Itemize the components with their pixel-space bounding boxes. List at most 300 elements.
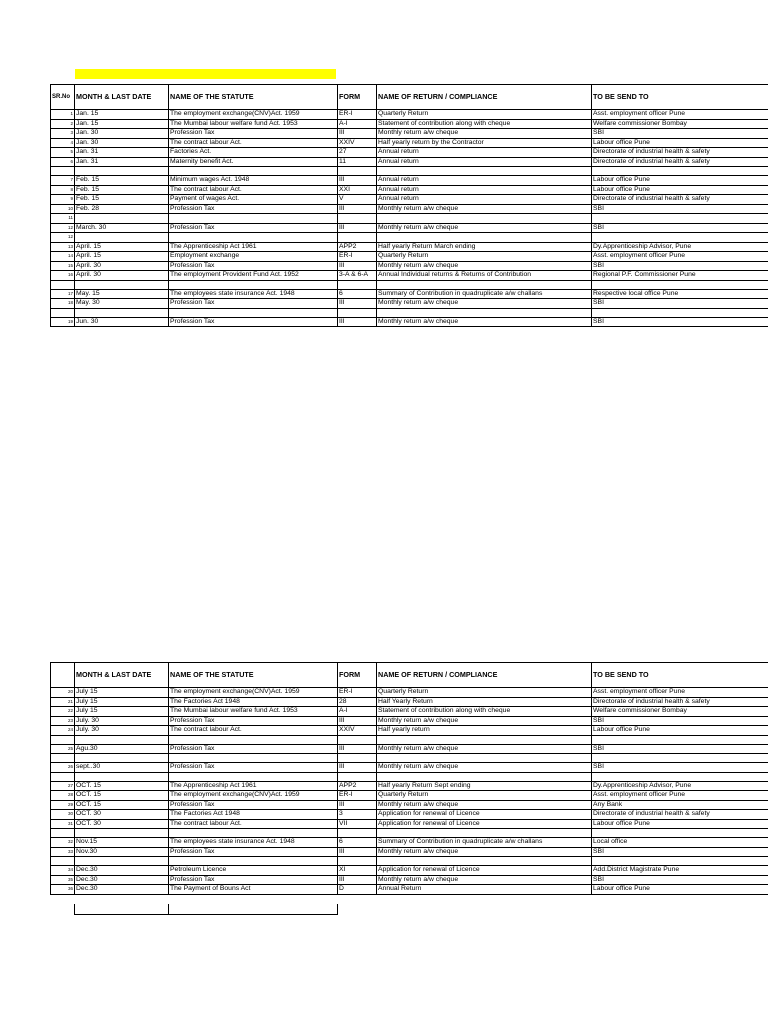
empty-cell: [377, 754, 592, 763]
send-to-cell: SBI: [592, 129, 768, 139]
sr-no-cell: 16: [51, 271, 75, 281]
header-form: FORM: [338, 85, 377, 110]
month-cell: Jan. 31: [75, 148, 169, 158]
empty-cell: [592, 829, 768, 838]
table-row: [51, 185, 768, 195]
statute-cell: Profession Tax: [169, 299, 338, 309]
empty-cell: [377, 857, 592, 866]
return-cell: Monthly return a/w cheque: [377, 204, 592, 214]
form-cell: 28: [338, 697, 377, 707]
return-cell: Annual return: [377, 195, 592, 205]
month-cell: May. 15: [75, 289, 169, 299]
send-to-cell: Asst. employment officer Pune: [592, 688, 768, 698]
month-cell: Nov.15: [75, 838, 169, 848]
form-cell: III: [338, 800, 377, 810]
statute-cell: Profession Tax: [169, 716, 338, 726]
send-to-cell: Add.District Magistrate Pune: [592, 866, 768, 876]
return-cell: Application for renewal of Licence: [377, 866, 592, 876]
form-cell: D: [338, 885, 377, 895]
statute-cell: The employment exchange(CNV)Act. 1959: [169, 110, 338, 120]
return-cell: Monthly return a/w cheque: [377, 261, 592, 271]
month-cell: OCT. 30: [75, 810, 169, 820]
statute-cell: The contract labour Act.: [169, 185, 338, 195]
empty-cell: [75, 167, 169, 176]
send-to-cell: Labour office Pune: [592, 726, 768, 736]
month-cell: OCT. 30: [75, 819, 169, 829]
empty-cell: [169, 857, 338, 866]
return-cell: Half yearly return by the Contractor: [377, 138, 592, 148]
table-row: [51, 299, 768, 309]
statute-cell: The Apprenticeship Act 1961: [169, 781, 338, 791]
empty-cell: [51, 829, 75, 838]
send-to-cell: Welfare commissioner Bombay: [592, 119, 768, 129]
return-cell: Monthly return a/w cheque: [377, 875, 592, 885]
month-cell: OCT. 15: [75, 800, 169, 810]
sr-no-cell: 7: [51, 176, 75, 186]
month-cell: Jan. 31: [75, 157, 169, 167]
sr-no-cell: 31: [51, 819, 75, 829]
sr-no-cell: 9: [51, 195, 75, 205]
header-month: MONTH & LAST DATE: [75, 85, 169, 110]
statute-cell: Profession Tax: [169, 847, 338, 857]
month-cell: [75, 214, 169, 224]
table-row: [51, 129, 768, 139]
send-to-cell: Directorate of industrial health & safety: [592, 148, 768, 158]
month-cell: [75, 233, 169, 243]
month-cell: Feb. 15: [75, 195, 169, 205]
month-cell: Jan. 30: [75, 129, 169, 139]
table-row: [51, 317, 768, 327]
empty-cell: [169, 754, 338, 763]
statute-cell: The employees state insurance Act. 1948: [169, 838, 338, 848]
month-cell: Agu.30: [75, 744, 169, 754]
sr-no-cell: 14: [51, 252, 75, 262]
table-row: [51, 781, 768, 791]
table-row: [51, 866, 768, 876]
empty-cell: [51, 280, 75, 289]
table-row: [51, 157, 768, 167]
sr-no-cell: 33: [51, 847, 75, 857]
empty-cell: [75, 308, 169, 317]
sr-no-cell: 25: [51, 744, 75, 754]
statute-cell: The Factories Act 1948: [169, 810, 338, 820]
form-cell: III: [338, 176, 377, 186]
statute-cell: The Mumbai labour welfare fund Act. 1953: [169, 119, 338, 129]
table-row: [51, 289, 768, 299]
send-to-cell: SBI: [592, 763, 768, 773]
sr-no-cell: 20: [51, 688, 75, 698]
sr-no-cell: 36: [51, 885, 75, 895]
form-cell: III: [338, 763, 377, 773]
table-row: [51, 223, 768, 233]
yellow-highlight-bar: [75, 69, 336, 79]
empty-cell: [169, 308, 338, 317]
statute-cell: Profession Tax: [169, 261, 338, 271]
return-cell: Half Yearly Return: [377, 697, 592, 707]
table-row: [51, 176, 768, 186]
table-row: [51, 791, 768, 801]
send-to-cell: SBI: [592, 223, 768, 233]
return-cell: Quarterly Return: [377, 791, 592, 801]
sr-no-cell: 1: [51, 110, 75, 120]
statute-cell: Profession Tax: [169, 317, 338, 327]
return-cell: Application for renewal of Licence: [377, 819, 592, 829]
return-cell: Statement of contribution along with cheque: [377, 119, 592, 129]
empty-cell: [51, 735, 75, 744]
return-cell: Monthly return a/w cheque: [377, 716, 592, 726]
form-cell: [338, 233, 377, 243]
table-row: [51, 214, 768, 224]
form-cell: 3: [338, 810, 377, 820]
return-cell: Annual Return: [377, 885, 592, 895]
header-return: NAME OF RETURN / COMPLIANCE: [377, 663, 592, 688]
sr-no-cell: 11: [51, 214, 75, 224]
statute-cell: Profession Tax: [169, 744, 338, 754]
month-cell: Feb. 15: [75, 176, 169, 186]
empty-cell: [169, 280, 338, 289]
empty-cell: [377, 772, 592, 781]
form-cell: 6: [338, 289, 377, 299]
send-to-cell: Labour office Pune: [592, 138, 768, 148]
header-form: FORM: [338, 663, 377, 688]
statute-cell: Employment exchange: [169, 252, 338, 262]
sr-no-cell: 4: [51, 138, 75, 148]
header-sr-no-empty: [51, 663, 75, 688]
return-cell: Quarterly Return: [377, 252, 592, 262]
sr-no-cell: 5: [51, 148, 75, 158]
statute-cell: [169, 233, 338, 243]
statute-cell: Profession Tax: [169, 800, 338, 810]
empty-cell: [377, 167, 592, 176]
sr-no-cell: 27: [51, 781, 75, 791]
return-cell: Monthly return a/w cheque: [377, 299, 592, 309]
empty-cell: [75, 772, 169, 781]
form-cell: III: [338, 204, 377, 214]
send-to-cell: Dy.Apprenticeship Advisor, Pune: [592, 781, 768, 791]
return-cell: Monthly return a/w cheque: [377, 847, 592, 857]
statute-cell: The employment exchange(CNV)Act. 1959: [169, 688, 338, 698]
table-row: [51, 847, 768, 857]
month-cell: Dec.30: [75, 875, 169, 885]
statute-cell: Profession Tax: [169, 875, 338, 885]
form-cell: XXIV: [338, 138, 377, 148]
empty-cell: [377, 829, 592, 838]
sr-no-cell: 19: [51, 317, 75, 327]
empty-cell: [592, 735, 768, 744]
month-cell: July. 30: [75, 716, 169, 726]
month-cell: Nov.30: [75, 847, 169, 857]
table-row: [51, 233, 768, 243]
send-to-cell: Labour office Pune: [592, 885, 768, 895]
empty-cell: [169, 772, 338, 781]
sr-no-cell: 10: [51, 204, 75, 214]
header-month: MONTH & LAST DATE: [75, 663, 169, 688]
table-row: [51, 875, 768, 885]
return-cell: Summary of Contribution in quadruplicate a/w challans: [377, 838, 592, 848]
form-cell: 27: [338, 148, 377, 158]
statute-cell: Petroleum Licence: [169, 866, 338, 876]
table-row: [51, 195, 768, 205]
statute-cell: Maternity benefit Act.: [169, 157, 338, 167]
month-cell: OCT. 15: [75, 781, 169, 791]
empty-cell: [592, 308, 768, 317]
month-cell: sept..30: [75, 763, 169, 773]
form-cell: III: [338, 261, 377, 271]
statute-cell: [169, 214, 338, 224]
spacer-row: [51, 167, 768, 176]
return-cell: Monthly return a/w cheque: [377, 744, 592, 754]
form-cell: ER-I: [338, 688, 377, 698]
empty-cell: [51, 857, 75, 866]
empty-cell: [592, 857, 768, 866]
empty-cell: [338, 829, 377, 838]
send-to-cell: SBI: [592, 204, 768, 214]
form-cell: III: [338, 875, 377, 885]
table-row: [51, 119, 768, 129]
table-row: [51, 810, 768, 820]
empty-cell: [338, 308, 377, 317]
form-cell: III: [338, 716, 377, 726]
empty-cell: [51, 308, 75, 317]
month-cell: July 15: [75, 707, 169, 717]
form-cell: III: [338, 299, 377, 309]
send-to-cell: Regional P.F. Commissioner Pune: [592, 271, 768, 281]
table-header-row: [51, 85, 768, 110]
form-cell: VII: [338, 819, 377, 829]
send-to-cell: Directorate of industrial health & safety: [592, 810, 768, 820]
empty-cell: [377, 280, 592, 289]
table-row: [51, 726, 768, 736]
return-cell: Statement of contribution along with cheque: [377, 707, 592, 717]
empty-cell: [338, 280, 377, 289]
spacer-row: [51, 772, 768, 781]
month-cell: Jan. 15: [75, 119, 169, 129]
statute-cell: The contract labour Act.: [169, 726, 338, 736]
return-cell: Annual return: [377, 148, 592, 158]
month-cell: Feb. 28: [75, 204, 169, 214]
spacer-row: [51, 857, 768, 866]
form-cell: APP2: [338, 781, 377, 791]
send-to-cell: Directorate of industrial health & safety: [592, 697, 768, 707]
month-cell: Feb. 15: [75, 185, 169, 195]
send-to-cell: SBI: [592, 716, 768, 726]
empty-cell: [377, 308, 592, 317]
statute-cell: Profession Tax: [169, 223, 338, 233]
empty-cell: [338, 735, 377, 744]
statute-cell: The contract labour Act.: [169, 138, 338, 148]
return-cell: Monthly return a/w cheque: [377, 129, 592, 139]
empty-cell: [75, 735, 169, 744]
statute-cell: The employment exchange(CNV)Act. 1959: [169, 791, 338, 801]
sr-no-cell: 23: [51, 716, 75, 726]
empty-cell: [169, 829, 338, 838]
send-to-cell: Labour office Pune: [592, 819, 768, 829]
table-row: [51, 110, 768, 120]
month-cell: July 15: [75, 688, 169, 698]
month-cell: Jan. 15: [75, 110, 169, 120]
empty-cell: [338, 754, 377, 763]
spacer-row: [51, 829, 768, 838]
month-cell: July. 30: [75, 726, 169, 736]
form-cell: III: [338, 847, 377, 857]
statute-cell: The employees state insurance Act. 1948: [169, 289, 338, 299]
header-sr-no: SR.No: [51, 85, 75, 110]
send-to-cell: Any Bank: [592, 800, 768, 810]
sr-no-cell: 15: [51, 261, 75, 271]
return-cell: Half yearly Return Sept ending: [377, 781, 592, 791]
form-cell: 3-A & 6-A: [338, 271, 377, 281]
return-cell: Half yearly return: [377, 726, 592, 736]
empty-cell: [169, 167, 338, 176]
statute-cell: Minimum wages Act. 1948: [169, 176, 338, 186]
sr-no-cell: 22: [51, 707, 75, 717]
send-to-cell: Welfare commissioner Bombay: [592, 707, 768, 717]
statute-cell: Payment of wages Act.: [169, 195, 338, 205]
return-cell: Annual return: [377, 185, 592, 195]
send-to-cell: SBI: [592, 744, 768, 754]
return-cell: [377, 214, 592, 224]
empty-cell: [338, 772, 377, 781]
empty-cell: [75, 754, 169, 763]
form-cell: III: [338, 129, 377, 139]
sr-no-cell: 12: [51, 233, 75, 243]
return-cell: Quarterly Return: [377, 110, 592, 120]
month-cell: May. 30: [75, 299, 169, 309]
empty-cell: [169, 735, 338, 744]
month-cell: Jan. 30: [75, 138, 169, 148]
month-cell: July 15: [75, 697, 169, 707]
send-to-cell: Labour office Pune: [592, 185, 768, 195]
table-row: [51, 744, 768, 754]
header-statute: NAME OF THE STATUTE: [169, 663, 338, 688]
table-row: [51, 688, 768, 698]
empty-cell: [51, 754, 75, 763]
sr-no-cell: 32: [51, 838, 75, 848]
empty-cell: [592, 754, 768, 763]
statute-cell: Profession Tax: [169, 204, 338, 214]
empty-cell: [51, 772, 75, 781]
return-cell: Monthly return a/w cheque: [377, 317, 592, 327]
sr-no-cell: 34: [51, 866, 75, 876]
empty-cell: [592, 772, 768, 781]
empty-cell: [592, 167, 768, 176]
form-cell: III: [338, 744, 377, 754]
table-row: [51, 707, 768, 717]
form-cell: ER-I: [338, 791, 377, 801]
sr-no-cell: 6: [51, 157, 75, 167]
return-cell: Monthly return a/w cheque: [377, 800, 592, 810]
form-cell: APP2: [338, 242, 377, 252]
sr-no-cell: 30: [51, 810, 75, 820]
return-cell: [377, 233, 592, 243]
header-return: NAME OF RETURN / COMPLIANCE: [377, 85, 592, 110]
return-cell: Annual return: [377, 176, 592, 186]
form-cell: XI: [338, 866, 377, 876]
send-to-cell: Dy.Apprenticeship Advisor, Pune: [592, 242, 768, 252]
empty-cell: [592, 280, 768, 289]
spacer-row: [51, 735, 768, 744]
empty-cell: [377, 735, 592, 744]
send-to-cell: Labour office Pune: [592, 176, 768, 186]
table-row: [51, 252, 768, 262]
empty-cell: [75, 280, 169, 289]
form-cell: V: [338, 195, 377, 205]
sr-no-cell: 29: [51, 800, 75, 810]
sr-no-cell: 28: [51, 791, 75, 801]
month-cell: April. 30: [75, 261, 169, 271]
statute-cell: The Mumbai labour welfare fund Act. 1953: [169, 707, 338, 717]
table-row: [51, 242, 768, 252]
table-row: [51, 838, 768, 848]
statute-cell: Profession Tax: [169, 763, 338, 773]
send-to-cell: Local office: [592, 838, 768, 848]
form-cell: XXI: [338, 185, 377, 195]
sr-no-cell: 3: [51, 129, 75, 139]
month-cell: Jun. 30: [75, 317, 169, 327]
empty-cell: [75, 829, 169, 838]
sr-no-cell: 17: [51, 289, 75, 299]
empty-cell: [338, 857, 377, 866]
statute-cell: Factories Act.: [169, 148, 338, 158]
form-cell: XXIV: [338, 726, 377, 736]
header-send-to: TO BE SEND TO: [592, 663, 768, 688]
statute-cell: The contract labour Act.: [169, 819, 338, 829]
table-row: [51, 819, 768, 829]
table-row: [51, 271, 768, 281]
send-to-cell: Directorate of industrial health & safety: [592, 157, 768, 167]
table-row: [51, 800, 768, 810]
sr-no-cell: 13: [51, 242, 75, 252]
month-cell: OCT. 15: [75, 791, 169, 801]
statute-cell: The Factories Act 1948: [169, 697, 338, 707]
send-to-cell: Asst. employment officer Pune: [592, 252, 768, 262]
statute-cell: The Payment of Bouns Act: [169, 885, 338, 895]
table-row: [51, 148, 768, 158]
statute-cell: The Apprenticeship Act 1961: [169, 242, 338, 252]
compliance-table-jul-dec: [50, 662, 768, 895]
empty-cell: [75, 857, 169, 866]
statute-cell: The employment Provident Fund Act. 1952: [169, 271, 338, 281]
return-cell: Application for renewal of Licence: [377, 810, 592, 820]
table-row: [51, 763, 768, 773]
sr-no-cell: 26: [51, 763, 75, 773]
send-to-cell: SBI: [592, 261, 768, 271]
sr-no-cell: 35: [51, 875, 75, 885]
compliance-table-jan-jun: [50, 84, 768, 327]
form-cell: A-I: [338, 119, 377, 129]
table-row: [51, 716, 768, 726]
send-to-cell: Directorate of industrial health & safety: [592, 195, 768, 205]
form-cell: 6: [338, 838, 377, 848]
return-cell: Monthly return a/w cheque: [377, 223, 592, 233]
month-cell: April. 15: [75, 252, 169, 262]
form-cell: ER-I: [338, 252, 377, 262]
table-row: [51, 138, 768, 148]
empty-cell: [338, 167, 377, 176]
table-row: [51, 204, 768, 214]
table-row: [51, 261, 768, 271]
table-row: [51, 697, 768, 707]
send-to-cell: [592, 233, 768, 243]
sr-no-cell: 24: [51, 726, 75, 736]
month-cell: Dec.30: [75, 866, 169, 876]
table-row: [51, 885, 768, 895]
return-cell: Monthly return a/w cheque: [377, 763, 592, 773]
spacer-row: [51, 308, 768, 317]
send-to-cell: SBI: [592, 299, 768, 309]
return-cell: Annual return: [377, 157, 592, 167]
send-to-cell: SBI: [592, 847, 768, 857]
